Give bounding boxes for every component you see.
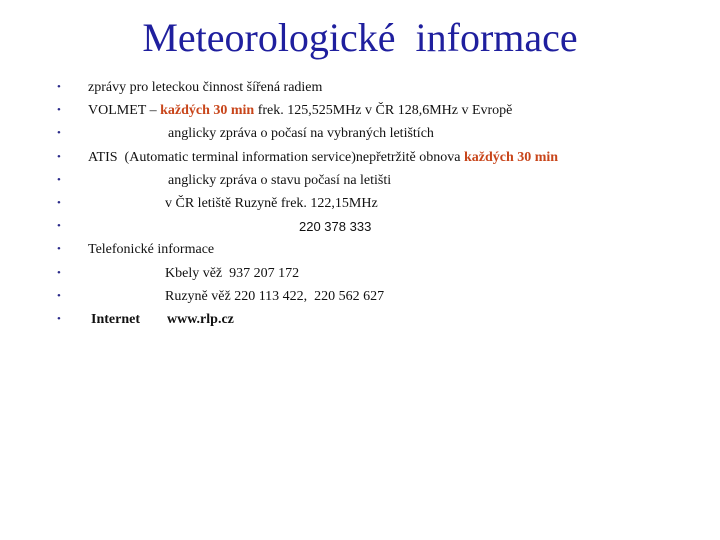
list-item — [0, 169, 720, 192]
bullet-icon: • — [57, 289, 61, 302]
bullet-list — [0, 76, 720, 331]
bullet-icon: • — [57, 220, 61, 233]
radio-broadcast-text: zprávy pro leteckou činnost šířená radiem — [88, 80, 323, 95]
volmet-frequency: frek. 125,525MHz v ČR 128,6MHz v Evropě — [254, 103, 513, 119]
bullet-icon: • — [57, 81, 61, 93]
atis-line — [88, 146, 558, 169]
volmet-label: VOLMET – — [88, 103, 161, 119]
bullet-icon: • — [57, 196, 61, 209]
bullet-icon: • — [57, 266, 61, 279]
list-item — [0, 122, 720, 145]
bullet-icon: • — [57, 173, 61, 186]
atis-frequency: v ČR letiště Ruzyně frek. 122,15MHz — [165, 195, 378, 211]
list-item — [0, 146, 720, 169]
bullet-icon: • — [57, 243, 61, 256]
list-item — [0, 308, 720, 331]
kbely-tower-phone: Kbely věž 937 207 172 — [165, 265, 300, 281]
bullet-icon: • — [57, 127, 61, 140]
list-item — [0, 285, 720, 308]
atis-label: ATIS (Automatic terminal information service)nepřetržitě obnova — [88, 149, 464, 165]
internet-label: Internet — [91, 311, 140, 327]
list-item — [0, 215, 720, 238]
atis-interval: každých 30 min — [463, 149, 559, 165]
volmet-line — [88, 99, 512, 122]
list-item — [0, 76, 720, 99]
atis-phone: 220 378 333 — [299, 219, 372, 235]
slide-title: Meteorologické informace — [142, 15, 578, 60]
list-item — [0, 262, 720, 285]
bullet-icon: • — [57, 104, 61, 117]
bullet-icon: • — [57, 312, 61, 325]
internet-link[interactable]: www.rlp.cz — [167, 311, 234, 327]
atis-description: anglicky zpráva o stavu počasí na letišti — [168, 172, 392, 188]
volmet-interval: každých 30 min — [160, 103, 255, 119]
ruzyne-tower-phone: Ruzyně věž 220 113 422, 220 562 627 — [165, 288, 385, 304]
volmet-description: anglicky zpráva o počasí na vybraných letištích — [168, 126, 434, 142]
phone-info-heading: Telefonické informace — [88, 242, 215, 258]
list-item — [0, 99, 720, 122]
list-item — [0, 238, 720, 261]
bullet-icon: • — [57, 150, 61, 163]
list-item — [0, 192, 720, 215]
